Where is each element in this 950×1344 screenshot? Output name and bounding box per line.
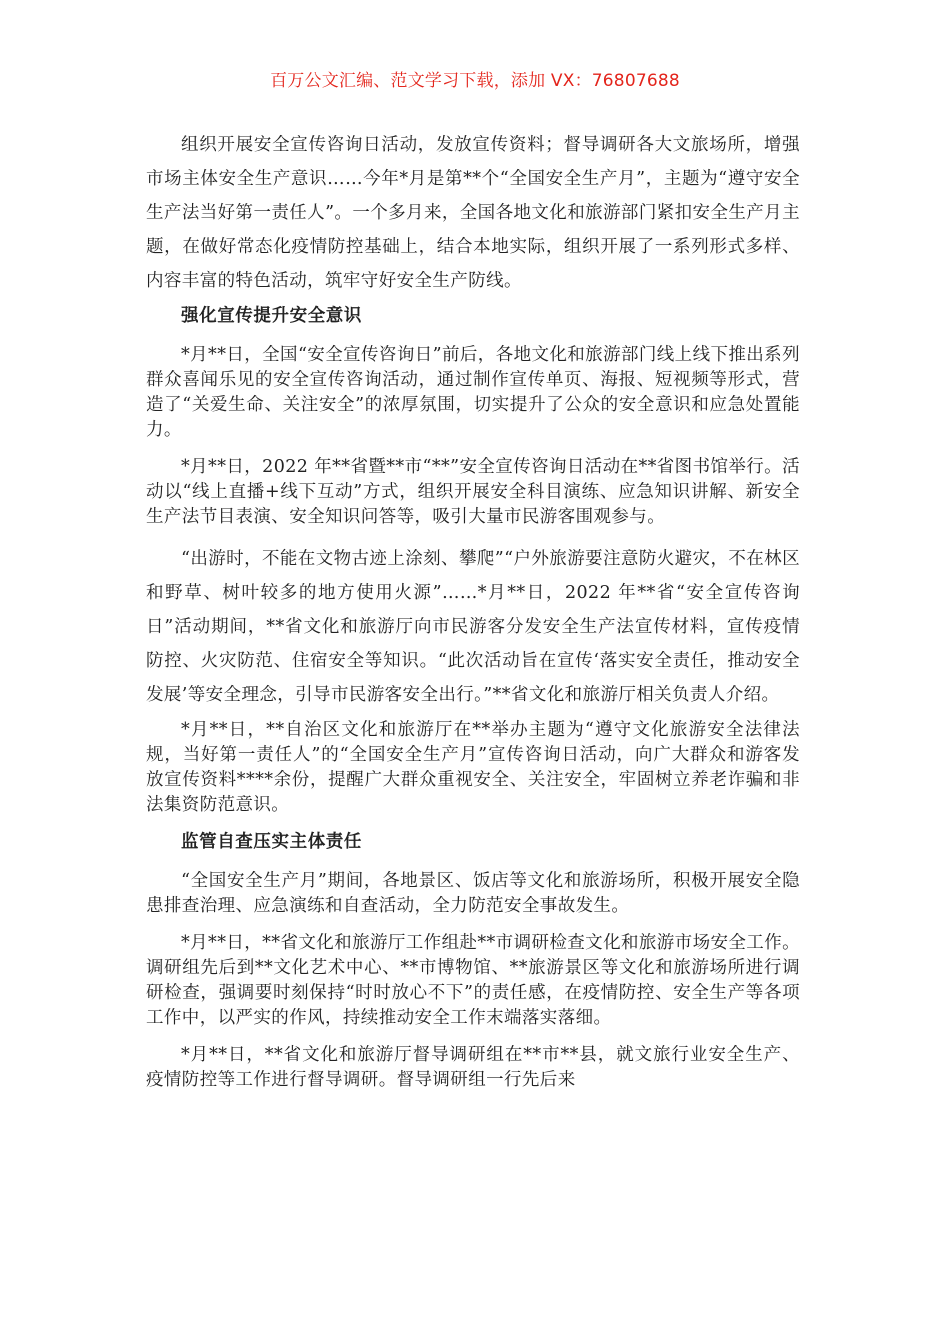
paragraph-autonomous-region: *月**日，**自治区文化和旅游厅在**举办主题为“遵守文化旅游安全法律法规，当好第一责任人”的“全国安全生产月”宣传咨询日活动，向广大群众和游客发放宣传资料****余份，提醒广大群众重视安全、关注安全，牢固树立养老诈骗和非法集资防范意识。 [146, 720, 800, 815]
download-banner: 百万公文汇编、范文学习下载，添加 VX：76807688 [270, 71, 680, 91]
paragraph-supervision-team: *月**日，**省文化和旅游厅督导调研组在**市**县，就文旅行业安全生产、疫情防控等工作进行督导调研。督导调研组一行先后来 [146, 1045, 800, 1090]
paragraph-inspection: *月**日，**省文化和旅游厅工作组赴**市调研检查文化和旅游市场安全工作。调研组先后到**文化艺术中心、**市博物馆、**旅游景区等文化和旅游场所进行调研检查，强调要时刻保持“时时放心不下”的责任感，在疫情防控、安全生产等各项工作中，以严实的作风，持续推动安全工作末端落实落细。 [146, 933, 800, 1028]
paragraph-travel-tips: “出游时，不能在文物古迹上涂刻、攀爬”“户外旅游要注意防火避灾，不在林区和野草、树叶较多的地方使用火源”……*月**日，2022 年**省“安全宣传咨询日”活动期间，**省文化和旅游厅向市民游客分发安全生产法宣传材料，宣传疫情防控、火灾防范、住宿安全等知识。“此次活动旨在宣传‘落实安全责任，推动安全发展’等安全理念，引导市民游客安全出行。”**省文化和旅游厅相关负责人介绍。 [146, 549, 800, 705]
article-body [146, 128, 800, 1105]
section-heading-publicity: 强化宣传提升安全意识 [181, 306, 362, 326]
section-heading-supervision: 监管自查压实主体责任 [181, 832, 362, 852]
paragraph-consult-day: *月**日，全国“安全宣传咨询日”前后，各地文化和旅游部门线上线下推出系列群众喜闻乐见的安全宣传咨询活动，通过制作宣传单页、海报、短视频等形式，营造了“关爱生命、关注安全”的浓厚氛围，切实提升了公众的安全意识和应急处置能力。 [146, 345, 800, 440]
intro-paragraph: 组织开展安全宣传咨询日活动，发放宣传资料；督导调研各大文旅场所，增强市场主体安全生产意识……今年*月是第**个“全国安全生产月”，主题为“遵守安全生产法当好第一责任人”。一个多月来，全国各地文化和旅游部门紧扣安全生产月主题，在做好常态化疫情防控基础上，结合本地实际，组织开展了一系列形式多样、内容丰富的特色活动，筑牢守好安全生产防线。 [146, 135, 800, 291]
paragraph-library-event: *月**日，2022 年**省暨**市“**”安全宣传咨询日活动在**省图书馆举行。活动以“线上直播+线下互动”方式，组织开展安全科目演练、应急知识讲解、新安全生产法节目表演、安全知识问答等，吸引大量市民游客围观参与。 [146, 457, 800, 527]
paragraph-safety-month: “全国安全生产月”期间，各地景区、饭店等文化和旅游场所，积极开展安全隐患排查治理、应急演练和自查活动，全力防范安全事故发生。 [146, 871, 800, 916]
